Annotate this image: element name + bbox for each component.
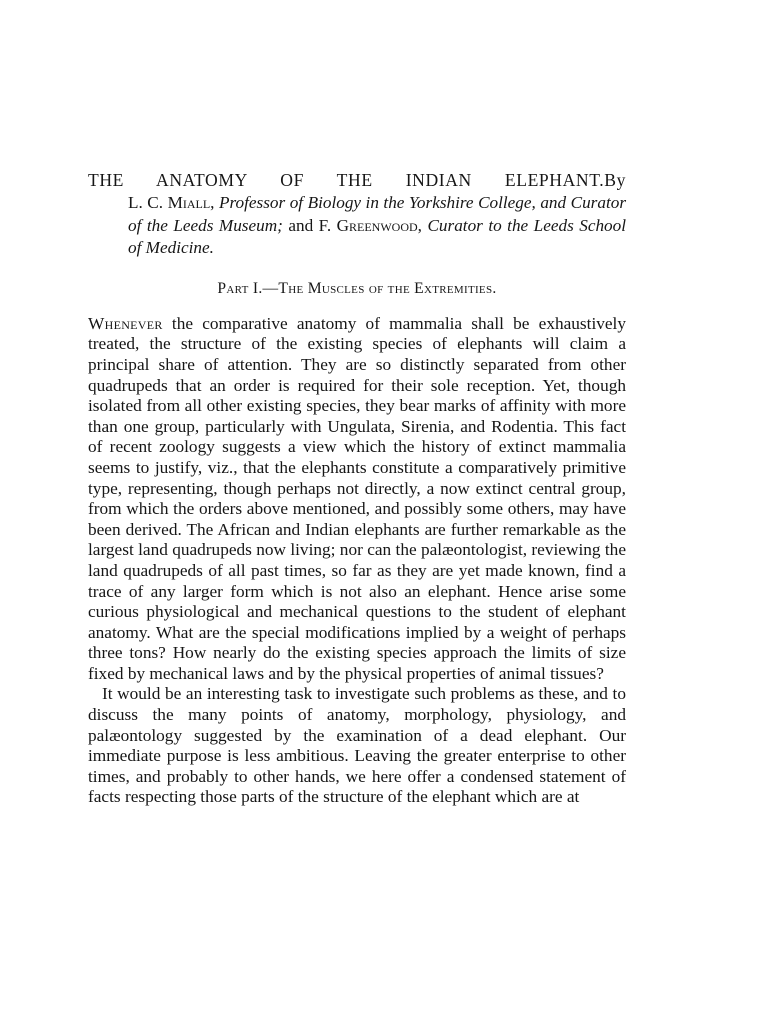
author1-name: L. C. Miall, (128, 193, 215, 212)
paragraph-1 (88, 314, 626, 685)
paragraph-1-text: the comparative anatomy of mammalia shall be exhaustively treated, the structure of the existing species of elephants will claim a principal share of attention. They are so distinctly separated from other quadrupeds that an order is required for their sole reception. Yet, though isolated from all other existing species, they bear marks of affinity with more than one group, particularly with Ungulata, Sirenia, and Rodentia. This fact of recent zoology suggests a view which the history of extinct mammalia seems to justify, viz., that the elephants constitute a comparatively primitive type, representing, though perhaps not directly, a now extinct central group, from which the orders above mentioned, and possibly some others, may have been derived. The African and Indian elephants are further remarkable as the largest land quadrupeds now living; nor can the palæontologist, reviewing the land quadrupeds of all past times, so far as they are yet made known, find a trace of any larger form which is not also an elephant. Hence arise some curious physiological and mechanical questions to the student of elephant anatomy. What are the special modifications implied by a weight of perhaps three tons? How nearly do the existing species approach the limits of size fixed by mechanical laws and by the physical properties of animal tissues? (88, 313, 627, 683)
paragraph-2: It would be an interesting task to investigate such problems as these, and to discuss the many points of anatomy, morphology, physiology, and palæontology suggested by the examination of a dead elephant. Our immediate purpose is less ambitious. Leaving the greater enterprise to other times, and probably to other hands, we here offer a condensed statement of facts respecting those parts of the structure of the elephant which are at (88, 684, 626, 807)
author-block (128, 192, 626, 260)
page (88, 168, 626, 808)
author2-name: F. Greenwood, (318, 215, 422, 235)
body-text (88, 314, 626, 808)
part-heading: Part I.—The Muscles of the Extremities. (217, 279, 497, 297)
author1-role: Professor of Biology in the Yorkshire College, and Curator of the Leeds Museum; (128, 193, 627, 235)
paragraph-1-lead: Whenever (88, 313, 163, 333)
title-main: THE ANATOMY OF THE INDIAN ELEPHANT. (88, 170, 605, 190)
author-conjunction: and (288, 215, 314, 235)
author2-role: Curator to the Leeds School of Medicine. (128, 215, 627, 258)
title-by: By (604, 170, 626, 190)
article-title (88, 168, 626, 192)
